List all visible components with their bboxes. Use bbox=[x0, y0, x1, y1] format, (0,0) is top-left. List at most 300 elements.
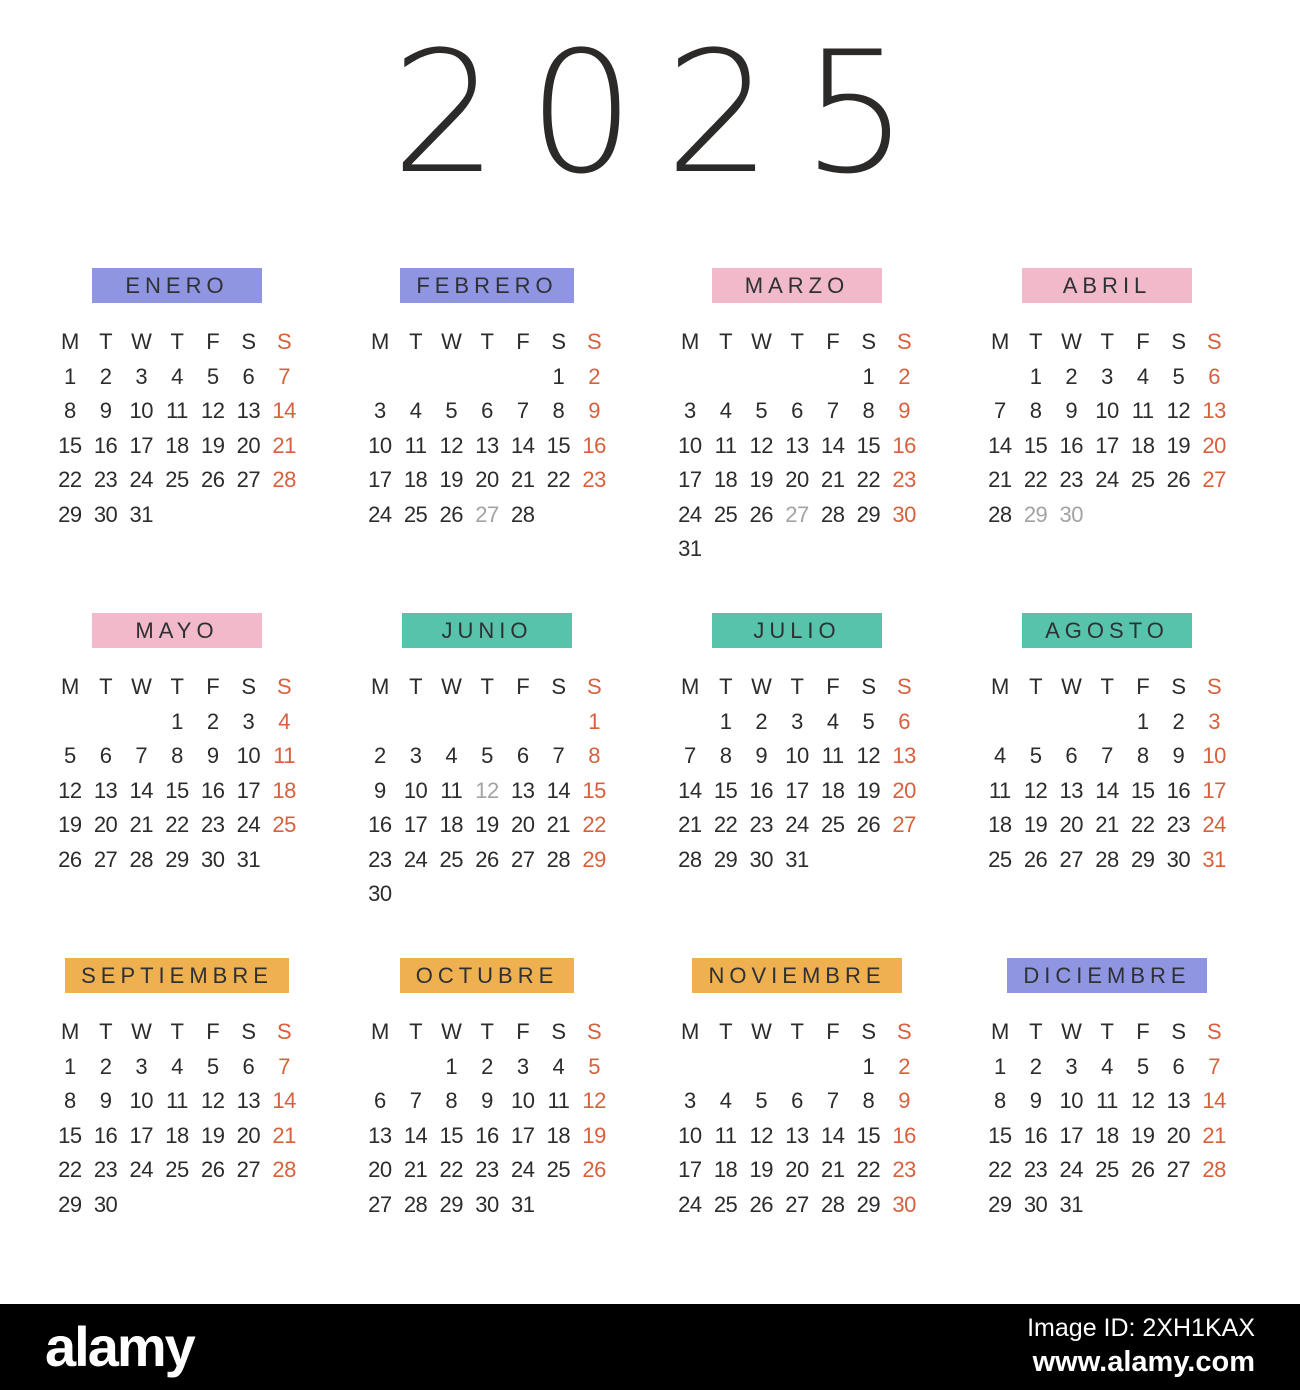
weekday-label: F bbox=[826, 674, 840, 699]
day-cell: 4 bbox=[171, 363, 183, 389]
day-cell: 25 bbox=[1095, 1157, 1119, 1182]
month-header: AGOSTO bbox=[1022, 613, 1192, 648]
day-cell: 12 bbox=[58, 777, 82, 803]
day-cell: 16 bbox=[1023, 1122, 1048, 1148]
day-cell: 13 bbox=[785, 1122, 809, 1148]
day-cell: 5 bbox=[1172, 363, 1185, 389]
month-marzo bbox=[672, 268, 922, 576]
day-cell: 19 bbox=[200, 432, 225, 458]
day-cell: 21 bbox=[272, 432, 296, 458]
day-cell: 9 bbox=[206, 743, 219, 768]
day-cell: 22 bbox=[1023, 467, 1048, 492]
day-cell: 7 bbox=[826, 398, 839, 423]
weekday-label: M bbox=[990, 674, 1009, 699]
day-cell: 6 bbox=[99, 743, 112, 768]
day-cell: 24 bbox=[368, 501, 392, 527]
weekday-label: T bbox=[170, 674, 184, 699]
weekday-label: W bbox=[751, 1019, 772, 1044]
day-cell: 21 bbox=[510, 467, 535, 492]
day-cell: 28 bbox=[272, 467, 296, 492]
day-cell: 27 bbox=[475, 501, 499, 527]
month-header-row bbox=[52, 958, 302, 993]
day-cell: 5 bbox=[755, 1088, 768, 1113]
day-cell: 5 bbox=[63, 743, 76, 768]
day-cell: 16 bbox=[475, 1122, 499, 1148]
day-cell: 20 bbox=[236, 432, 261, 458]
day-cell: 17 bbox=[129, 432, 154, 458]
day-cell: 7 bbox=[1208, 1053, 1221, 1079]
month-header-row bbox=[672, 958, 922, 993]
day-cell: 6 bbox=[898, 708, 911, 734]
empty-cell bbox=[672, 1054, 708, 1089]
day-cell: 18 bbox=[272, 777, 296, 803]
day-cell: 11 bbox=[547, 1088, 570, 1113]
day-cell: 27 bbox=[368, 1191, 392, 1217]
day-cell: 8 bbox=[445, 1088, 458, 1113]
day-cell: 23 bbox=[749, 812, 774, 837]
weekday-label: M bbox=[60, 329, 79, 354]
day-cell: 11 bbox=[404, 432, 427, 458]
day-cell: 30 bbox=[475, 1191, 499, 1217]
day-cell: 29 bbox=[988, 1191, 1012, 1217]
weekday-label: T bbox=[1029, 674, 1043, 699]
day-cell: 19 bbox=[1130, 1122, 1155, 1148]
day-cell: 7 bbox=[1101, 743, 1113, 768]
day-cell: 9 bbox=[99, 1088, 112, 1113]
weekday-label: T bbox=[719, 329, 733, 354]
day-cell: 3 bbox=[373, 398, 386, 423]
day-cell: 13 bbox=[236, 398, 261, 423]
day-cell: 11 bbox=[988, 777, 1011, 803]
weekday-label: M bbox=[990, 1019, 1009, 1044]
weekday-label: M bbox=[370, 1019, 389, 1044]
weekday-label: T bbox=[719, 674, 733, 699]
day-cell: 31 bbox=[678, 536, 702, 561]
day-cell: 13 bbox=[510, 777, 535, 803]
day-cell: 24 bbox=[1095, 467, 1119, 492]
weekday-label: W bbox=[751, 329, 772, 354]
day-cell: 21 bbox=[678, 812, 702, 837]
day-cell: 11 bbox=[273, 743, 296, 768]
day-cell: 25 bbox=[439, 846, 464, 872]
day-cell: 22 bbox=[1130, 812, 1155, 837]
day-cell: 17 bbox=[1095, 432, 1119, 458]
weekday-label: F bbox=[826, 1019, 840, 1044]
day-cell: 10 bbox=[1059, 1088, 1084, 1113]
day-cell: 3 bbox=[409, 743, 422, 768]
day-cell: 23 bbox=[475, 1157, 499, 1182]
day-cell: 28 bbox=[403, 1191, 428, 1217]
day-cell: 11 bbox=[714, 1122, 737, 1148]
day-cell: 26 bbox=[58, 846, 82, 872]
month-octubre bbox=[362, 958, 612, 1266]
weekday-label: T bbox=[99, 329, 113, 354]
weekday-label: T bbox=[1100, 674, 1114, 699]
day-cell: 2 bbox=[373, 743, 386, 768]
day-cell: 24 bbox=[129, 467, 154, 492]
day-cell: 19 bbox=[856, 777, 881, 803]
empty-cell bbox=[672, 364, 708, 399]
alamy-logo: alamy bbox=[45, 1315, 194, 1378]
day-cell: 12 bbox=[749, 432, 774, 458]
day-cell: 20 bbox=[93, 812, 118, 837]
month-grid bbox=[982, 329, 1232, 536]
day-cell: 8 bbox=[862, 1088, 875, 1113]
weekday-label: S bbox=[551, 1019, 566, 1044]
weekday-label: T bbox=[480, 674, 494, 699]
day-cell: 21 bbox=[1202, 1122, 1226, 1148]
empty-cell bbox=[743, 364, 779, 399]
weekday-label: F bbox=[826, 329, 840, 354]
month-header-row bbox=[52, 613, 302, 648]
day-cell: 3 bbox=[1065, 1053, 1078, 1079]
day-cell: 19 bbox=[1166, 432, 1191, 458]
weekday-label: W bbox=[131, 674, 152, 699]
day-cell: 11 bbox=[166, 398, 188, 423]
day-cell: 8 bbox=[1029, 398, 1042, 423]
day-cell: 6 bbox=[481, 398, 493, 423]
day-cell: 6 bbox=[1208, 363, 1221, 389]
day-cell: 8 bbox=[719, 743, 732, 768]
day-cell: 11 bbox=[166, 1088, 188, 1113]
day-cell: 13 bbox=[93, 777, 118, 803]
day-cell: 16 bbox=[582, 432, 606, 458]
day-cell: 20 bbox=[475, 467, 499, 492]
day-cell: 30 bbox=[1166, 846, 1191, 872]
day-cell: 11 bbox=[714, 432, 737, 458]
day-cell: 17 bbox=[785, 777, 809, 803]
day-cell: 3 bbox=[683, 398, 696, 423]
day-cell: 8 bbox=[63, 398, 76, 423]
weekday-label: T bbox=[1100, 329, 1114, 354]
day-cell: 8 bbox=[1136, 743, 1149, 768]
day-cell: 13 bbox=[892, 743, 916, 768]
day-cell: 29 bbox=[439, 1191, 464, 1217]
day-cell: 5 bbox=[755, 398, 768, 423]
day-cell: 7 bbox=[278, 1053, 291, 1079]
day-cell: 2 bbox=[755, 708, 768, 734]
day-cell: 30 bbox=[1023, 1191, 1048, 1217]
day-cell: 30 bbox=[892, 1191, 916, 1217]
day-cell: 24 bbox=[678, 1191, 702, 1217]
day-cell: 1 bbox=[1136, 708, 1149, 734]
day-cell: 22 bbox=[439, 1157, 464, 1182]
day-cell: 28 bbox=[546, 846, 571, 872]
day-cell: 29 bbox=[1130, 846, 1155, 872]
day-cell: 31 bbox=[785, 846, 809, 872]
day-cell: 28 bbox=[1095, 846, 1119, 872]
day-cell: 17 bbox=[129, 1122, 154, 1148]
day-cell: 27 bbox=[892, 812, 916, 837]
day-cell: 23 bbox=[1023, 1157, 1048, 1182]
empty-cell bbox=[469, 709, 505, 744]
day-cell: 1 bbox=[862, 1053, 875, 1079]
weekday-label: S bbox=[241, 329, 256, 354]
day-cell: 2 bbox=[898, 363, 911, 389]
day-cell: 28 bbox=[129, 846, 154, 872]
empty-cell bbox=[708, 364, 744, 399]
day-cell: 5 bbox=[206, 1053, 219, 1079]
weekday-label: M bbox=[60, 1019, 79, 1044]
day-cell: 26 bbox=[749, 501, 774, 527]
weekday-label: W bbox=[751, 674, 772, 699]
day-cell: 21 bbox=[546, 812, 571, 837]
day-cell: 12 bbox=[200, 398, 225, 423]
day-cell: 31 bbox=[236, 846, 261, 872]
day-cell: 3 bbox=[516, 1053, 529, 1079]
weekday-label: T bbox=[790, 1019, 804, 1044]
day-cell: 9 bbox=[898, 398, 911, 423]
day-cell: 14 bbox=[988, 432, 1012, 458]
weekday-label: T bbox=[170, 329, 184, 354]
day-cell: 26 bbox=[749, 1191, 774, 1217]
day-cell: 15 bbox=[165, 777, 189, 803]
day-cell: 27 bbox=[93, 846, 118, 872]
day-cell: 23 bbox=[582, 467, 606, 492]
day-cell: 18 bbox=[713, 467, 738, 492]
day-cell: 18 bbox=[820, 777, 845, 803]
weekday-label: F bbox=[1136, 1019, 1150, 1044]
weekday-label: S bbox=[1207, 1019, 1222, 1044]
day-cell: 14 bbox=[1095, 777, 1119, 803]
image-id-label: Image ID: 2XH1KAX bbox=[1027, 1313, 1255, 1342]
day-cell: 15 bbox=[988, 1122, 1012, 1148]
day-cell: 9 bbox=[99, 398, 112, 423]
day-cell: 29 bbox=[58, 501, 82, 527]
month-julio bbox=[672, 613, 922, 921]
day-cell: 26 bbox=[1166, 467, 1191, 492]
weekday-label: S bbox=[587, 1019, 602, 1044]
day-cell: 26 bbox=[200, 467, 225, 492]
empty-cell bbox=[815, 1054, 851, 1089]
day-cell: 25 bbox=[272, 812, 296, 837]
day-cell: 4 bbox=[278, 708, 291, 734]
day-cell: 22 bbox=[713, 812, 738, 837]
weekday-label: T bbox=[1029, 1019, 1043, 1044]
day-cell: 1 bbox=[63, 363, 76, 389]
day-cell: 6 bbox=[516, 743, 529, 768]
weekday-label: M bbox=[680, 674, 699, 699]
weekday-label: M bbox=[370, 329, 389, 354]
weekday-label: W bbox=[1061, 1019, 1082, 1044]
day-cell: 5 bbox=[1029, 743, 1042, 768]
day-cell: 28 bbox=[272, 1157, 296, 1182]
day-cell: 20 bbox=[785, 1157, 809, 1182]
day-cell: 15 bbox=[546, 432, 571, 458]
month-header: MARZO bbox=[712, 268, 882, 303]
day-cell: 19 bbox=[582, 1122, 606, 1148]
day-cell: 28 bbox=[988, 501, 1012, 527]
empty-cell bbox=[743, 1054, 779, 1089]
day-cell: 26 bbox=[1130, 1157, 1155, 1182]
day-cell: 15 bbox=[856, 1122, 881, 1148]
empty-cell bbox=[982, 709, 1018, 744]
day-cell: 26 bbox=[1023, 846, 1048, 872]
weekday-label: W bbox=[1061, 329, 1082, 354]
day-cell: 21 bbox=[403, 1157, 428, 1182]
day-cell: 28 bbox=[820, 1191, 845, 1217]
day-cell: 12 bbox=[856, 743, 881, 768]
day-cell: 9 bbox=[481, 1088, 493, 1113]
month-grid bbox=[52, 1019, 302, 1226]
weekday-label: S bbox=[551, 674, 566, 699]
day-cell: 6 bbox=[1172, 1053, 1185, 1079]
day-cell: 11 bbox=[1131, 398, 1154, 423]
month-grid bbox=[672, 1019, 922, 1226]
day-cell: 16 bbox=[892, 432, 916, 458]
month-noviembre bbox=[672, 958, 922, 1266]
day-cell: 18 bbox=[165, 1122, 189, 1148]
empty-cell bbox=[505, 709, 541, 744]
day-cell: 18 bbox=[1130, 432, 1155, 458]
day-cell: 15 bbox=[439, 1122, 464, 1148]
day-cell: 3 bbox=[242, 708, 255, 734]
day-cell: 3 bbox=[135, 1053, 148, 1079]
month-header-row bbox=[362, 268, 612, 303]
day-cell: 6 bbox=[242, 1053, 255, 1079]
month-grid bbox=[982, 674, 1232, 881]
empty-cell bbox=[541, 709, 577, 744]
day-cell: 20 bbox=[236, 1122, 261, 1148]
day-cell: 25 bbox=[713, 1191, 738, 1217]
weekday-label: S bbox=[241, 674, 256, 699]
weekday-label: F bbox=[516, 1019, 530, 1044]
day-cell: 31 bbox=[1202, 846, 1226, 872]
day-cell: 8 bbox=[63, 1088, 76, 1113]
weekday-label: T bbox=[170, 1019, 184, 1044]
weekday-label: M bbox=[680, 1019, 699, 1044]
month-grid bbox=[362, 329, 612, 536]
day-cell: 15 bbox=[58, 1122, 82, 1148]
month-enero bbox=[52, 268, 302, 576]
month-septiembre bbox=[52, 958, 302, 1266]
weekday-label: F bbox=[516, 674, 530, 699]
weekday-label: S bbox=[1171, 1019, 1186, 1044]
day-cell: 22 bbox=[165, 812, 189, 837]
day-cell: 13 bbox=[1202, 398, 1226, 423]
month-header-row bbox=[672, 613, 922, 648]
weekday-label: S bbox=[277, 329, 292, 354]
day-cell: 16 bbox=[368, 812, 392, 837]
day-cell: 23 bbox=[200, 812, 225, 837]
day-cell: 8 bbox=[171, 743, 183, 768]
empty-cell bbox=[433, 709, 469, 744]
empty-cell bbox=[505, 364, 541, 399]
day-cell: 14 bbox=[510, 432, 535, 458]
day-cell: 19 bbox=[749, 467, 774, 492]
day-cell: 2 bbox=[99, 363, 112, 389]
month-header: DICIEMBRE bbox=[1007, 958, 1206, 993]
empty-cell bbox=[88, 709, 124, 744]
day-cell: 18 bbox=[439, 812, 464, 837]
day-cell: 24 bbox=[785, 812, 809, 837]
day-cell: 14 bbox=[1202, 1088, 1226, 1113]
day-cell: 6 bbox=[242, 363, 255, 389]
day-cell: 1 bbox=[1029, 363, 1042, 389]
day-cell: 18 bbox=[546, 1122, 571, 1148]
month-grid bbox=[672, 329, 922, 571]
day-cell: 2 bbox=[481, 1053, 493, 1079]
day-cell: 14 bbox=[820, 1122, 845, 1148]
day-cell: 12 bbox=[1166, 398, 1191, 423]
day-cell: 1 bbox=[719, 708, 732, 734]
day-cell: 5 bbox=[445, 398, 458, 423]
day-cell: 22 bbox=[856, 1157, 881, 1182]
day-cell: 31 bbox=[510, 1191, 535, 1217]
day-cell: 27 bbox=[785, 1191, 809, 1217]
day-cell: 30 bbox=[93, 1191, 118, 1217]
day-cell: 13 bbox=[368, 1122, 392, 1148]
day-cell: 1 bbox=[588, 708, 601, 734]
month-junio bbox=[362, 613, 612, 921]
weekday-label: T bbox=[1100, 1019, 1114, 1044]
empty-cell bbox=[123, 709, 159, 744]
day-cell: 20 bbox=[368, 1157, 392, 1182]
weekday-label: F bbox=[206, 674, 220, 699]
day-cell: 16 bbox=[200, 777, 225, 803]
empty-cell bbox=[469, 364, 505, 399]
day-cell: 20 bbox=[510, 812, 535, 837]
day-cell: 1 bbox=[63, 1053, 76, 1079]
day-cell: 15 bbox=[1023, 432, 1048, 458]
day-cell: 31 bbox=[1059, 1191, 1084, 1217]
weekday-label: T bbox=[790, 329, 804, 354]
day-cell: 9 bbox=[588, 398, 601, 423]
day-cell: 21 bbox=[820, 1157, 845, 1182]
weekday-label: W bbox=[131, 1019, 152, 1044]
day-cell: 16 bbox=[1059, 432, 1084, 458]
day-cell: 4 bbox=[719, 1088, 732, 1113]
day-cell: 3 bbox=[1208, 708, 1221, 734]
day-cell: 25 bbox=[546, 1157, 571, 1182]
weekday-label: S bbox=[1171, 329, 1186, 354]
day-cell: 29 bbox=[165, 846, 189, 872]
day-cell: 23 bbox=[1166, 812, 1191, 837]
day-cell: 7 bbox=[135, 743, 148, 768]
day-cell: 4 bbox=[409, 398, 422, 423]
weekday-label: S bbox=[1207, 674, 1222, 699]
weekday-label: T bbox=[99, 1019, 113, 1044]
day-cell: 27 bbox=[510, 846, 535, 872]
weekday-label: F bbox=[1136, 674, 1150, 699]
day-cell: 2 bbox=[588, 363, 601, 389]
day-cell: 1 bbox=[993, 1053, 1006, 1079]
month-header: OCTUBRE bbox=[400, 958, 575, 993]
weekday-label: S bbox=[897, 329, 912, 354]
month-febrero bbox=[362, 268, 612, 576]
day-cell: 10 bbox=[678, 432, 702, 458]
weekday-label: T bbox=[719, 1019, 733, 1044]
day-cell: 9 bbox=[373, 777, 386, 803]
empty-cell bbox=[52, 709, 88, 744]
day-cell: 21 bbox=[129, 812, 154, 837]
day-cell: 1 bbox=[445, 1053, 458, 1079]
day-cell: 20 bbox=[1202, 432, 1226, 458]
day-cell: 15 bbox=[713, 777, 738, 803]
day-cell: 15 bbox=[1130, 777, 1155, 803]
day-cell: 22 bbox=[988, 1157, 1012, 1182]
weekday-label: M bbox=[680, 329, 699, 354]
empty-cell bbox=[1089, 709, 1125, 744]
day-cell: 10 bbox=[129, 1088, 154, 1113]
day-cell: 15 bbox=[582, 777, 606, 803]
day-cell: 4 bbox=[1101, 1053, 1113, 1079]
day-cell: 25 bbox=[1130, 467, 1155, 492]
day-cell: 19 bbox=[200, 1122, 225, 1148]
day-cell: 7 bbox=[552, 743, 565, 768]
day-cell: 21 bbox=[1095, 812, 1119, 837]
day-cell: 2 bbox=[99, 1053, 112, 1079]
